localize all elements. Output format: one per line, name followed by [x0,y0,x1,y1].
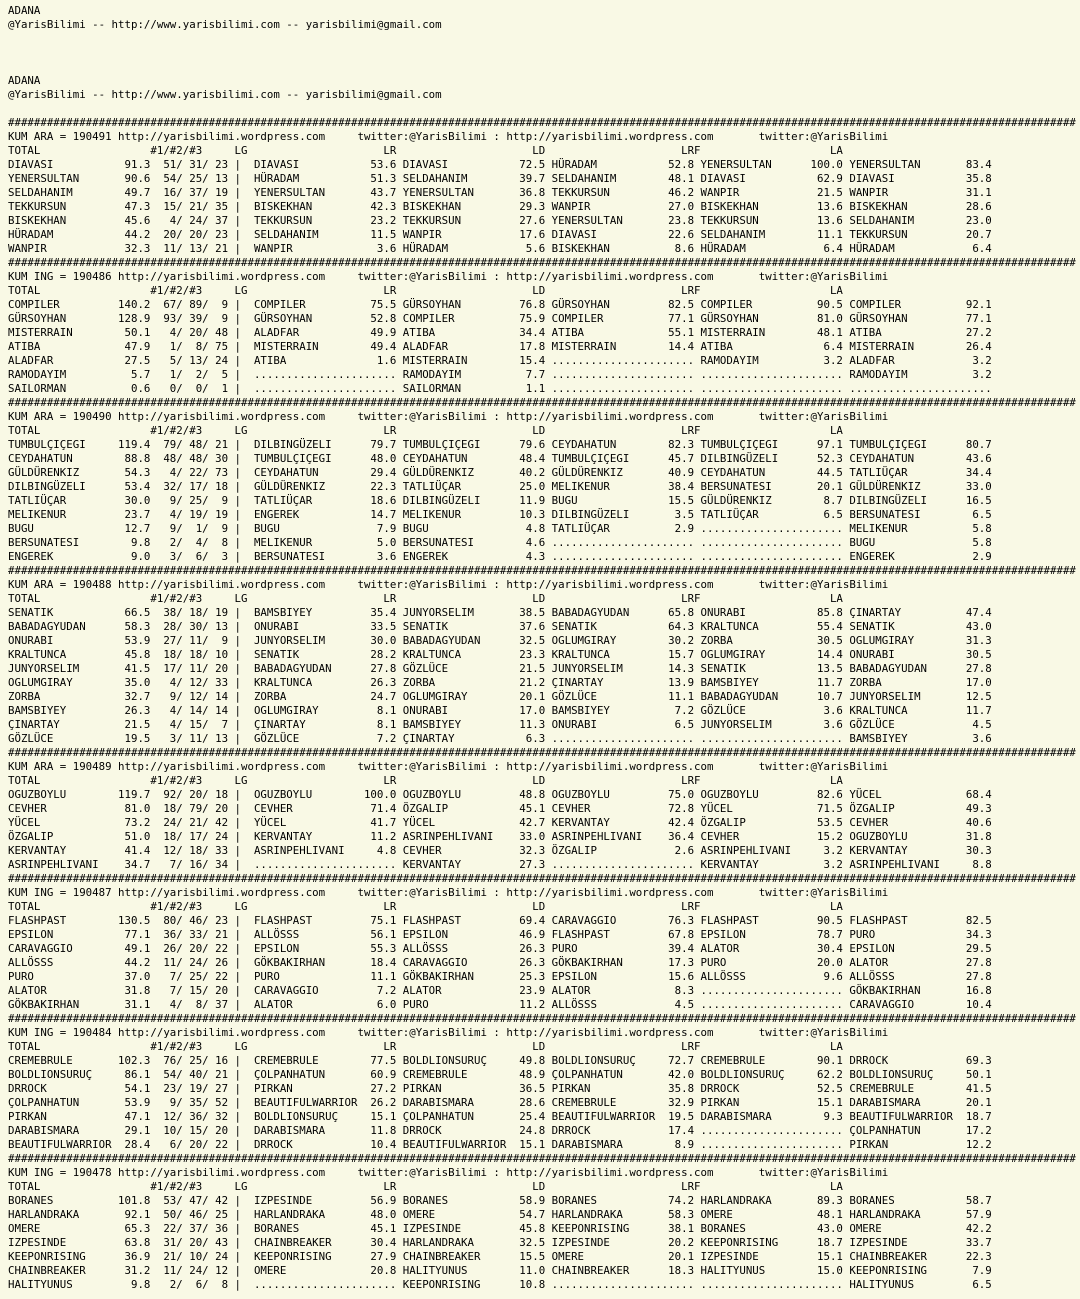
header-contact: @YarisBilimi -- http://www.yarisbilimi.com -- yarisbilimi@gmail.com [8,18,442,31]
result-row: CREMEBRULE 102.3 76/ 25/ 16 | CREMEBRULE 77.5 BOLDLIONSURUÇ 49.8 BOLDLIONSURUÇ 72.7 CREMEBRULE 90.1 DRROCK 69.3 [8,1054,992,1067]
result-row: GÖZLÜCE 19.5 3/ 11/ 13 | GÖZLÜCE 7.2 ÇINARTAY 6.3 ...................... ...................... BAMSBIYEY 3.6 [8,732,992,745]
result-row: DARABISMARA 29.1 10/ 15/ 20 | DARABISMARA 11.8 DRROCK 24.8 DRROCK 17.4 ...................... ÇOLPANHATUN 17.2 [8,1124,992,1137]
column-header: TOTAL #1/#2/#3 LG LR LD LRF LA [8,774,843,787]
result-row: CHAINBREAKER 31.2 11/ 24/ 12 | OMERE 20.8 HALITYUNUS 11.0 CHAINBREAKER 18.3 HALITYUNUS 15.0 KEEPONRISING 7.9 [8,1264,992,1277]
result-row: CEYDAHATUN 88.8 48/ 48/ 30 | TUMBULÇIÇEGI 48.0 CEYDAHATUN 48.4 TUMBULÇIÇEGI 45.7 DILBINGÜZELI 52.3 CEYDAHATUN 43.6 [8,452,992,465]
result-row: TATLIÜÇAR 30.0 9/ 25/ 9 | TATLIÜÇAR 18.6 DILBINGÜZELI 11.9 BUGU 15.5 GÜLDÜRENKIZ 8.7 DILBINGÜZELI 16.5 [8,494,992,507]
result-row: OGUZBOYLU 119.7 92/ 20/ 18 | OGUZBOYLU 100.0 OGUZBOYLU 48.8 OGUZBOYLU 75.0 OGUZBOYLU 82.6 YÜCEL 68.4 [8,788,992,801]
result-row: WANPIR 32.3 11/ 13/ 21 | WANPIR 3.6 HÜRADAM 5.6 BISKEKHAN 8.6 HÜRADAM 6.4 HÜRADAM 6.4 [8,242,992,255]
separator-line: ##################################################################################################################################################################### [8,256,1076,269]
race-header: KUM ING = 190487 http://yarisbilimi.wordpress.com twitter:@YarisBilimi : http://yarisbilimi.wordpress.com twitter:@YarisBilimi [8,886,889,899]
result-row: BABADAGYUDAN 58.3 28/ 30/ 13 | ONURABI 33.5 SENATIK 37.6 SENATIK 64.3 KRALTUNCA 55.4 SENATIK 43.0 [8,620,992,633]
header-contact: @YarisBilimi -- http://www.yarisbilimi.com -- yarisbilimi@gmail.com [8,88,442,101]
result-row: CEVHER 81.0 18/ 79/ 20 | CEVHER 71.4 ÖZGALIP 45.1 CEVHER 72.8 YÜCEL 71.5 ÖZGALIP 49.3 [8,802,992,815]
result-row: YÜCEL 73.2 24/ 21/ 42 | YÜCEL 41.7 YÜCEL 42.7 KERVANTAY 42.4 ÖZGALIP 53.5 CEVHER 40.6 [8,816,992,829]
result-row: BOLDLIONSURUÇ 86.1 54/ 40/ 21 | ÇOLPANHATUN 60.9 CREMEBRULE 48.9 ÇOLPANHATUN 42.0 BOLDLIONSURUÇ 62.2 BOLDLIONSURUÇ 50.1 [8,1068,992,1081]
column-header: TOTAL #1/#2/#3 LG LR LD LRF LA [8,1040,843,1053]
result-row: SENATIK 66.5 38/ 18/ 19 | BAMSBIYEY 35.4 JUNYORSELIM 38.5 BABADAGYUDAN 65.8 ONURABI 85.8 ÇINARTAY 47.4 [8,606,992,619]
race-header: KUM ARA = 190491 http://yarisbilimi.wordpress.com twitter:@YarisBilimi : http://yarisbilimi.wordpress.com twitter:@YarisBilimi [8,130,889,143]
race-header: KUM ARA = 190490 http://yarisbilimi.wordpress.com twitter:@YarisBilimi : http://yarisbilimi.wordpress.com twitter:@YarisBilimi [8,410,889,423]
result-row: FLASHPAST 130.5 80/ 46/ 23 | FLASHPAST 75.1 FLASHPAST 69.4 CARAVAGGIO 76.3 FLASHPAST 90.5 FLASHPAST 82.5 [8,914,992,927]
column-header: TOTAL #1/#2/#3 LG LR LD LRF LA [8,900,843,913]
separator-line: ##################################################################################################################################################################### [8,872,1076,885]
race-header: KUM ARA = 190488 http://yarisbilimi.wordpress.com twitter:@YarisBilimi : http://yarisbilimi.wordpress.com twitter:@YarisBilimi [8,578,889,591]
result-row: ALATOR 31.8 7/ 15/ 20 | CARAVAGGIO 7.2 ALATOR 23.9 ALATOR 8.3 ...................... GÖKBAKIRHAN 16.8 [8,984,992,997]
result-row: IZPESINDE 63.8 31/ 20/ 43 | CHAINBREAKER 30.4 HARLANDRAKA 32.5 IZPESINDE 20.2 KEEPONRISING 18.7 IZPESINDE 33.7 [8,1236,992,1249]
result-row: ALLÖSSS 44.2 11/ 24/ 26 | GÖKBAKIRHAN 18.4 CARAVAGGIO 26.3 GÖKBAKIRHAN 17.3 PURO 20.0 ALATOR 27.8 [8,956,992,969]
result-row: SELDAHANIM 49.7 16/ 37/ 19 | YENERSULTAN 43.7 YENERSULTAN 36.8 TEKKURSUN 46.2 WANPIR 21.5 WANPIR 31.1 [8,186,992,199]
result-row: ASRINPEHLIVANI 34.7 7/ 16/ 34 | ...................... KERVANTAY 27.3 ...................... KERVANTAY 3.2 ASRINPEHLIVANI 8.8 [8,858,992,871]
result-row: HALITYUNUS 9.8 2/ 6/ 8 | ...................... KEEPONRISING 10.8 ...................... ...................... HALITYUNUS 6.5 [8,1278,992,1291]
result-row: BERSUNATESI 9.8 2/ 4/ 8 | MELIKENUR 5.0 BERSUNATESI 4.6 ...................... ...................... BUGU 5.8 [8,536,992,549]
result-row: HARLANDRAKA 92.1 50/ 46/ 25 | HARLANDRAKA 48.0 OMERE 54.7 HARLANDRAKA 58.3 OMERE 48.1 HARLANDRAKA 57.9 [8,1208,992,1221]
blank-line [8,46,1080,60]
result-row: ONURABI 53.9 27/ 11/ 9 | JUNYORSELIM 30.0 BABADAGYUDAN 32.5 OGLUMGIRAY 30.2 ZORBA 30.5 OGLUMGIRAY 31.3 [8,634,992,647]
result-row: OGLUMGIRAY 35.0 4/ 12/ 33 | KRALTUNCA 26.3 ZORBA 21.2 ÇINARTAY 13.9 BAMSBIYEY 11.7 ZORBA 17.0 [8,676,992,689]
result-row: EPSILON 77.1 36/ 33/ 21 | ALLÖSSS 56.1 EPSILON 46.9 FLASHPAST 67.8 EPSILON 78.7 PURO 34.3 [8,928,992,941]
result-row: GÖKBAKIRHAN 31.1 4/ 8/ 37 | ALATOR 6.0 PURO 11.2 ALLÖSSS 4.5 ...................... CARAVAGGIO 10.4 [8,998,992,1011]
result-row: BAMSBIYEY 26.3 4/ 14/ 14 | OGLUMGIRAY 8.1 ONURABI 17.0 BAMSBIYEY 7.2 GÖZLÜCE 3.6 KRALTUNCA 11.7 [8,704,992,717]
separator-line: ##################################################################################################################################################################### [8,1012,1076,1025]
result-row: DIAVASI 91.3 51/ 31/ 23 | DIAVASI 53.6 DIAVASI 72.5 HÜRADAM 52.8 YENERSULTAN 100.0 YENERSULTAN 83.4 [8,158,992,171]
result-row: DILBINGÜZELI 53.4 32/ 17/ 18 | GÜLDÜRENKIZ 22.3 TATLIÜÇAR 25.0 MELIKENUR 38.4 BERSUNATESI 20.1 GÜLDÜRENKIZ 33.0 [8,480,992,493]
result-row: ÖZGALIP 51.0 18/ 17/ 24 | KERVANTAY 11.2 ASRINPEHLIVANI 33.0 ASRINPEHLIVANI 36.4 CEVHER 15.2 OGUZBOYLU 31.8 [8,830,992,843]
race-header: KUM ARA = 190489 http://yarisbilimi.wordpress.com twitter:@YarisBilimi : http://yarisbilimi.wordpress.com twitter:@YarisBilimi [8,760,889,773]
result-row: KERVANTAY 41.4 12/ 18/ 33 | ASRINPEHLIVANI 4.8 CEVHER 32.3 ÖZGALIP 2.6 ASRINPEHLIVANI 3.2 KERVANTAY 30.3 [8,844,992,857]
result-row: PIRKAN 47.1 12/ 36/ 32 | BOLDLIONSURUÇ 15.1 ÇOLPANHATUN 25.4 BEAUTIFULWARRIOR 19.5 DARABISMARA 9.3 BEAUTIFULWARRIOR 18.7 [8,1110,992,1123]
result-row: TEKKURSUN 47.3 15/ 21/ 35 | BISKEKHAN 42.3 BISKEKHAN 29.3 WANPIR 27.0 BISKEKHAN 13.6 BISKEKHAN 28.6 [8,200,992,213]
race-header: KUM ING = 190484 http://yarisbilimi.wordpress.com twitter:@YarisBilimi : http://yarisbilimi.wordpress.com twitter:@YarisBilimi [8,1026,889,1039]
result-row: BEAUTIFULWARRIOR 28.4 6/ 20/ 22 | DRROCK 10.4 BEAUTIFULWARRIOR 15.1 DARABISMARA 8.9 ...................... PIRKAN 12.2 [8,1138,992,1151]
result-row: CARAVAGGIO 49.1 26/ 20/ 22 | EPSILON 55.3 ALLÖSSS 26.3 PURO 39.4 ALATOR 30.4 EPSILON 29.5 [8,942,992,955]
result-row: RAMODAYIM 5.7 1/ 2/ 5 | ...................... RAMODAYIM 7.7 ...................... ...................... RAMODAYIM 3.2 [8,368,992,381]
result-row: COMPILER 140.2 67/ 89/ 9 | COMPILER 75.5 GÜRSOYHAN 76.8 GÜRSOYHAN 82.5 COMPILER 90.5 COMPILER 92.1 [8,298,992,311]
result-row: JUNYORSELIM 41.5 17/ 11/ 20 | BABADAGYUDAN 27.8 GÖZLÜCE 21.5 JUNYORSELIM 14.3 SENATIK 13.5 BABADAGYUDAN 27.8 [8,662,992,675]
result-row: ATIBA 47.9 1/ 8/ 75 | MISTERRAIN 49.4 ALADFAR 17.8 MISTERRAIN 14.4 ATIBA 6.4 MISTERRAIN 26.4 [8,340,992,353]
blank-line [8,32,1080,46]
column-header: TOTAL #1/#2/#3 LG LR LD LRF LA [8,144,843,157]
result-row: KRALTUNCA 45.8 18/ 18/ 10 | SENATIK 28.2 KRALTUNCA 23.3 KRALTUNCA 15.7 OGLUMGIRAY 14.4 ONURABI 30.5 [8,648,992,661]
separator-line: ##################################################################################################################################################################### [8,1152,1076,1165]
result-row: SAILORMAN 0.6 0/ 0/ 1 | ...................... SAILORMAN 1.1 ...................... ...................... ...................... [8,382,992,395]
separator-line: ##################################################################################################################################################################### [8,396,1076,409]
result-row: MELIKENUR 23.7 4/ 19/ 19 | ENGEREK 14.7 MELIKENUR 10.3 DILBINGÜZELI 3.5 TATLIÜÇAR 6.5 BERSUNATESI 6.5 [8,508,992,521]
column-header: TOTAL #1/#2/#3 LG LR LD LRF LA [8,1180,843,1193]
result-row: ENGEREK 9.0 3/ 6/ 3 | BERSUNATESI 3.6 ENGEREK 4.3 ...................... ...................... ENGEREK 2.9 [8,550,992,563]
result-row: BORANES 101.8 53/ 47/ 42 | IZPESINDE 56.9 BORANES 58.9 BORANES 74.2 HARLANDRAKA 89.3 BORANES 58.7 [8,1194,992,1207]
race-header: KUM ING = 190478 http://yarisbilimi.wordpress.com twitter:@YarisBilimi : http://yarisbilimi.wordpress.com twitter:@YarisBilimi [8,1166,889,1179]
column-header: TOTAL #1/#2/#3 LG LR LD LRF LA [8,284,843,297]
header-title: ADANA [8,4,41,17]
column-header: TOTAL #1/#2/#3 LG LR LD LRF LA [8,424,843,437]
result-row: BISKEKHAN 45.6 4/ 24/ 37 | TEKKURSUN 23.2 TEKKURSUN 27.6 YENERSULTAN 23.8 TEKKURSUN 13.6 SELDAHANIM 23.0 [8,214,992,227]
race-header: KUM ING = 190486 http://yarisbilimi.wordpress.com twitter:@YarisBilimi : http://yarisbilimi.wordpress.com twitter:@YarisBilimi [8,270,889,283]
result-row: YENERSULTAN 90.6 54/ 25/ 13 | HÜRADAM 51.3 SELDAHANIM 39.7 SELDAHANIM 48.1 DIAVASI 62.9 DIAVASI 35.8 [8,172,992,185]
result-row: MISTERRAIN 50.1 4/ 20/ 48 | ALADFAR 49.9 ATIBA 34.4 ATIBA 55.1 MISTERRAIN 48.1 ATIBA 27.2 [8,326,992,339]
result-row: ÇOLPANHATUN 53.9 9/ 35/ 52 | BEAUTIFULWARRIOR 26.2 DARABISMARA 28.6 CREMEBRULE 32.9 PIRKAN 15.1 DARABISMARA 20.1 [8,1096,992,1109]
result-row: ZORBA 32.7 9/ 12/ 14 | ZORBA 24.7 OGLUMGIRAY 20.1 GÖZLÜCE 11.1 BABADAGYUDAN 10.7 JUNYORSELIM 12.5 [8,690,992,703]
blank-line [8,60,1080,74]
column-header: TOTAL #1/#2/#3 LG LR LD LRF LA [8,592,843,605]
result-row: TUMBULÇIÇEGI 119.4 79/ 48/ 21 | DILBINGÜZELI 79.7 TUMBULÇIÇEGI 79.6 CEYDAHATUN 82.3 TUMBULÇIÇEGI 97.1 TUMBULÇIÇEGI 80.7 [8,438,992,451]
result-row: GÜRSOYHAN 128.9 93/ 39/ 9 | GÜRSOYHAN 52.8 COMPILER 75.9 COMPILER 77.1 GÜRSOYHAN 81.0 GÜRSOYHAN 77.1 [8,312,992,325]
result-row: GÜLDÜRENKIZ 54.3 4/ 22/ 73 | CEYDAHATUN 29.4 GÜLDÜRENKIZ 40.2 GÜLDÜRENKIZ 40.9 CEYDAHATUN 44.5 TATLIÜÇAR 34.4 [8,466,992,479]
result-row: ALADFAR 27.5 5/ 13/ 24 | ATIBA 1.6 MISTERRAIN 15.4 ...................... RAMODAYIM 3.2 ALADFAR 3.2 [8,354,992,367]
separator-line: ##################################################################################################################################################################### [8,116,1076,129]
result-row: OMERE 65.3 22/ 37/ 36 | BORANES 45.1 IZPESINDE 45.8 KEEPONRISING 38.1 BORANES 43.0 OMERE 42.2 [8,1222,992,1235]
blank-line [8,102,1080,116]
separator-line: ##################################################################################################################################################################### [8,564,1076,577]
separator-line: ##################################################################################################################################################################### [8,746,1076,759]
result-row: ÇINARTAY 21.5 4/ 15/ 7 | ÇINARTAY 8.1 BAMSBIYEY 11.3 ONURABI 6.5 JUNYORSELIM 3.6 GÖZLÜCE 4.5 [8,718,992,731]
result-row: DRROCK 54.1 23/ 19/ 27 | PIRKAN 27.2 PIRKAN 36.5 PIRKAN 35.8 DRROCK 52.5 CREMEBRULE 41.5 [8,1082,992,1095]
result-row: PURO 37.0 7/ 25/ 22 | PURO 11.1 GÖKBAKIRHAN 25.3 EPSILON 15.6 ALLÖSSS 9.6 ALLÖSSS 27.8 [8,970,992,983]
result-row: KEEPONRISING 36.9 21/ 10/ 24 | KEEPONRISING 27.9 CHAINBREAKER 15.5 OMERE 20.1 IZPESINDE 15.1 CHAINBREAKER 22.3 [8,1250,992,1263]
header-title: ADANA [8,74,41,87]
result-row: HÜRADAM 44.2 20/ 20/ 23 | SELDAHANIM 11.5 WANPIR 17.6 DIAVASI 22.6 SELDAHANIM 11.1 TEKKURSUN 20.7 [8,228,992,241]
result-row: BUGU 12.7 9/ 1/ 9 | BUGU 7.9 BUGU 4.8 TATLIÜÇAR 2.9 ...................... MELIKENUR 5.8 [8,522,992,535]
